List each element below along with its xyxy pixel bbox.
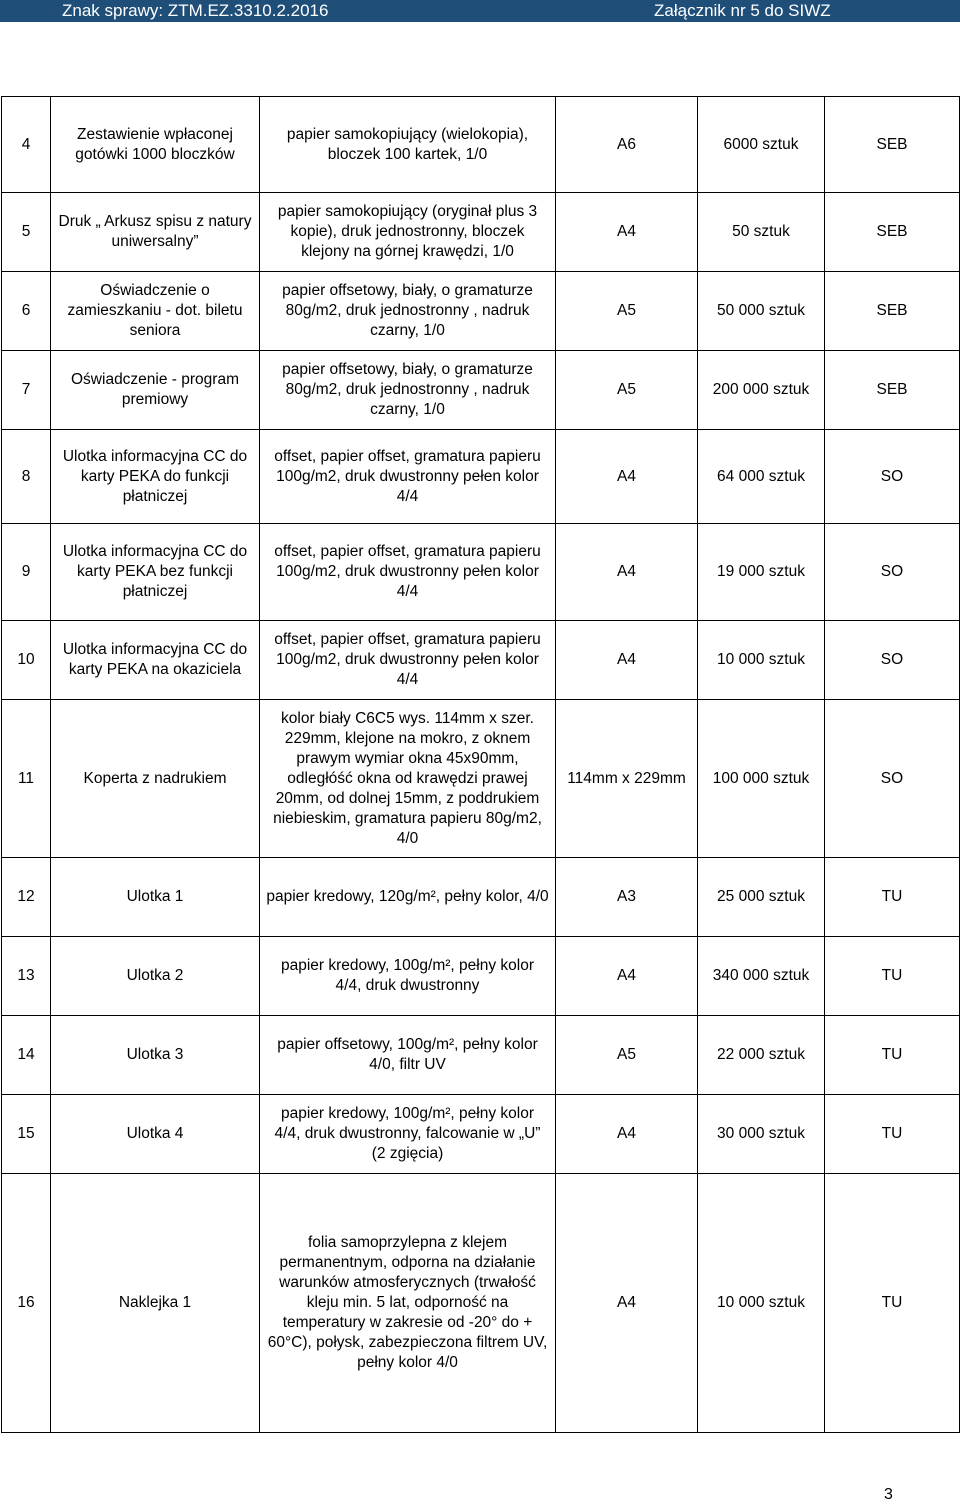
table-row (2, 858, 960, 937)
item-name: Ulotka 1 (51, 858, 260, 937)
item-spec: folia samoprzylepna z klejem permanentnym, odporna na działanie warunków atmosferycznych (trwałość kleju min. 5 lat, odporność na temperatury w zakresie od -20° do + 60°C), połysk, zabezpieczona filtrem UV, pełny kolor 4/0 (260, 1174, 556, 1433)
item-spec: offset, papier offset, gramatura papieru 100g/m2, druk dwustronny pełen kolor 4/4 (260, 621, 556, 700)
item-quantity: 200 000 sztuk (698, 351, 825, 430)
item-name: Ulotka informacyjna CC do karty PEKA do funkcji płatniczej (51, 430, 260, 524)
row-number: 13 (2, 937, 51, 1016)
row-number: 6 (2, 272, 51, 351)
item-unit: SEB (825, 193, 960, 272)
item-format: A3 (556, 858, 698, 937)
item-name: Oświadczenie - program premiowy (51, 351, 260, 430)
item-format: A4 (556, 621, 698, 700)
item-format: A4 (556, 1174, 698, 1433)
item-name: Ulotka informacyjna CC do karty PEKA bez funkcji płatniczej (51, 524, 260, 621)
case-reference: Znak sprawy: ZTM.EZ.3310.2.2016 (62, 1, 329, 20)
table-row (2, 1174, 960, 1433)
item-name: Ulotka 3 (51, 1016, 260, 1095)
item-quantity: 19 000 sztuk (698, 524, 825, 621)
item-quantity: 340 000 sztuk (698, 937, 825, 1016)
table-row (2, 272, 960, 351)
item-unit: SO (825, 430, 960, 524)
item-name: Ulotka informacyjna CC do karty PEKA na okaziciela (51, 621, 260, 700)
item-spec: papier offsetowy, 100g/m², pełny kolor 4/0, filtr UV (260, 1016, 556, 1095)
row-number: 15 (2, 1095, 51, 1174)
item-unit: TU (825, 1095, 960, 1174)
items-table (1, 96, 960, 1433)
table-row (2, 1095, 960, 1174)
item-format: 114mm x 229mm (556, 700, 698, 858)
row-number: 10 (2, 621, 51, 700)
item-unit: SEB (825, 272, 960, 351)
table-row (2, 700, 960, 858)
item-name: Ulotka 2 (51, 937, 260, 1016)
table-row (2, 193, 960, 272)
row-number: 14 (2, 1016, 51, 1095)
item-spec: papier offsetowy, biały, o gramaturze 80g/m2, druk jednostronny , nadruk czarny, 1/0 (260, 351, 556, 430)
row-number: 4 (2, 97, 51, 193)
item-name: Druk „ Arkusz spisu z natury uniwersalny” (51, 193, 260, 272)
item-format: A5 (556, 272, 698, 351)
item-format: A4 (556, 524, 698, 621)
item-quantity: 100 000 sztuk (698, 700, 825, 858)
row-number: 9 (2, 524, 51, 621)
item-spec: papier kredowy, 100g/m², pełny kolor 4/4, druk dwustronny (260, 937, 556, 1016)
row-number: 5 (2, 193, 51, 272)
item-spec: offset, papier offset, gramatura papieru 100g/m2, druk dwustronny pełen kolor 4/4 (260, 430, 556, 524)
item-unit: TU (825, 1174, 960, 1433)
item-spec: papier kredowy, 120g/m², pełny kolor, 4/0 (260, 858, 556, 937)
item-name: Koperta z nadrukiem (51, 700, 260, 858)
table-row (2, 621, 960, 700)
item-name: Oświadczenie o zamieszkaniu - dot. biletu seniora (51, 272, 260, 351)
item-format: A4 (556, 430, 698, 524)
item-quantity: 6000 sztuk (698, 97, 825, 193)
row-number: 11 (2, 700, 51, 858)
item-quantity: 10 000 sztuk (698, 1174, 825, 1433)
item-unit: TU (825, 858, 960, 937)
item-name: Naklejka 1 (51, 1174, 260, 1433)
item-quantity: 50 000 sztuk (698, 272, 825, 351)
item-unit: SEB (825, 97, 960, 193)
item-quantity: 50 sztuk (698, 193, 825, 272)
item-format: A4 (556, 193, 698, 272)
item-spec: kolor biały C6C5 wys. 114mm x szer. 229mm, klejone na mokro, z oknem prawym wymiar okna 45x90mm, odległóść okna od krawędzi prawej 20mm, od dolnej 15mm, z poddrukiem niebieskim, gramatura papieru 80g/m2, 4/0 (260, 700, 556, 858)
table-row (2, 351, 960, 430)
table-row (2, 97, 960, 193)
item-format: A4 (556, 937, 698, 1016)
item-format: A5 (556, 1016, 698, 1095)
item-format: A4 (556, 1095, 698, 1174)
item-quantity: 30 000 sztuk (698, 1095, 825, 1174)
item-name: Zestawienie wpłaconej gotówki 1000 bloczków (51, 97, 260, 193)
item-format: A5 (556, 351, 698, 430)
table-row (2, 524, 960, 621)
item-unit: SO (825, 700, 960, 858)
item-format: A6 (556, 97, 698, 193)
item-quantity: 22 000 sztuk (698, 1016, 825, 1095)
item-unit: SO (825, 524, 960, 621)
item-unit: TU (825, 1016, 960, 1095)
item-unit: SEB (825, 351, 960, 430)
item-name: Ulotka 4 (51, 1095, 260, 1174)
page-number: 3 (884, 1486, 893, 1503)
item-unit: SO (825, 621, 960, 700)
item-quantity: 25 000 sztuk (698, 858, 825, 937)
item-spec: papier kredowy, 100g/m², pełny kolor 4/4, druk dwustronny, falcowanie w „U” (2 zgięcia) (260, 1095, 556, 1174)
item-spec: papier offsetowy, biały, o gramaturze 80g/m2, druk jednostronny , nadruk czarny, 1/0 (260, 272, 556, 351)
table-row (2, 937, 960, 1016)
page-header (0, 0, 960, 22)
item-quantity: 64 000 sztuk (698, 430, 825, 524)
row-number: 12 (2, 858, 51, 937)
item-spec: papier samokopiujący (wielokopia), bloczek 100 kartek, 1/0 (260, 97, 556, 193)
item-spec: offset, papier offset, gramatura papieru 100g/m2, druk dwustronny pełen kolor 4/4 (260, 524, 556, 621)
attachment-label: Załącznik nr 5 do SIWZ (654, 1, 831, 20)
row-number: 16 (2, 1174, 51, 1433)
table-row (2, 430, 960, 524)
row-number: 8 (2, 430, 51, 524)
item-spec: papier samokopiujący (oryginał plus 3 kopie), druk jednostronny, bloczek klejony na górnej krawędzi, 1/0 (260, 193, 556, 272)
row-number: 7 (2, 351, 51, 430)
item-unit: TU (825, 937, 960, 1016)
item-quantity: 10 000 sztuk (698, 621, 825, 700)
table-row (2, 1016, 960, 1095)
